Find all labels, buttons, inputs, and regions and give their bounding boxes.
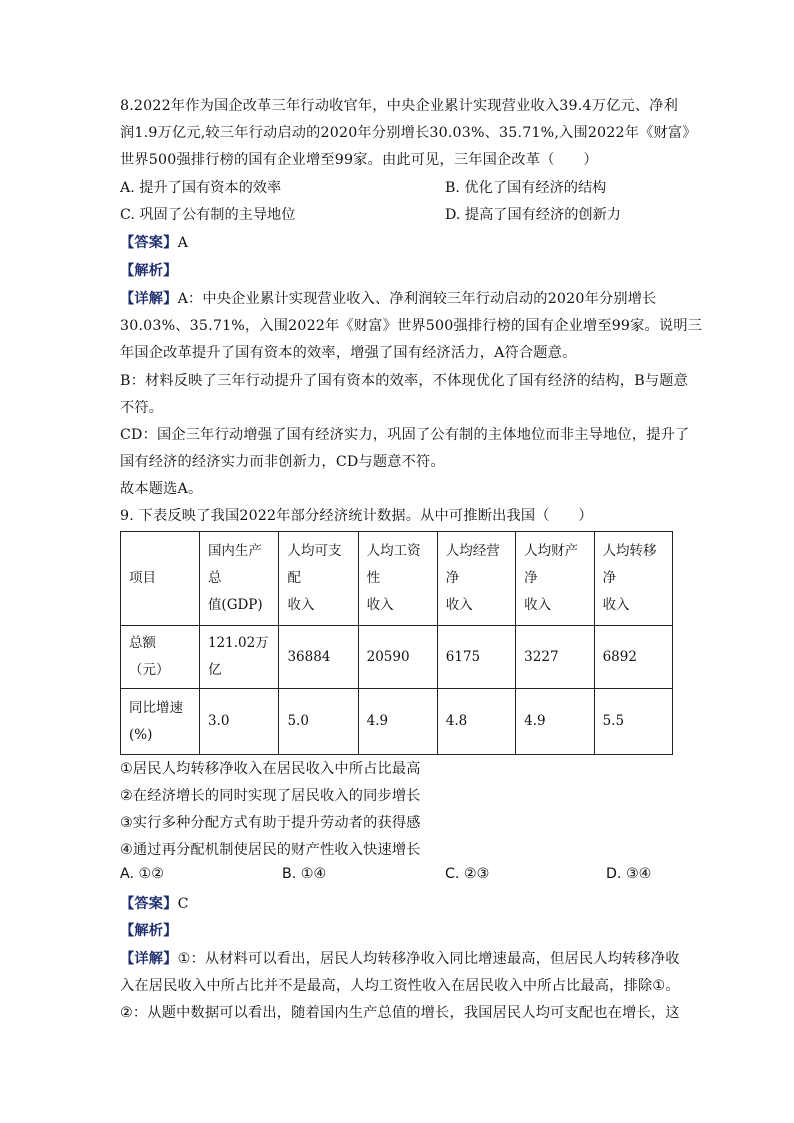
q8-detail-line-6: CD：国企三年行动增强了国有经济实力，巩固了公有制的主体地位而非主导地位，提升了 bbox=[120, 427, 690, 443]
table-cell: 6175 bbox=[437, 626, 515, 689]
header-cell-business-income: 人均经营 净 收入 bbox=[437, 532, 515, 626]
q9-statement-4: ④通过再分配机制使居民的财产性收入快速增长 bbox=[120, 842, 421, 858]
q8-option-b: B. 优化了国有经济的结构 bbox=[445, 180, 607, 196]
header-cell-item: 项目 bbox=[121, 532, 200, 626]
q8-detail-line-3: 年国企改革提升了国有资本的效率，增强了国有经济活力，A符合题意。 bbox=[120, 345, 577, 361]
table-header-row bbox=[121, 532, 673, 626]
q9-analysis-label: 【解析】 bbox=[120, 923, 178, 939]
q8-answer-value: A bbox=[177, 235, 189, 251]
q8-answer-label: 【答案】 bbox=[120, 235, 178, 251]
header-cell-transfer-income: 人均转移 净 收入 bbox=[594, 532, 672, 626]
q8-detail-line-7: 国有经济的经济实力而非创新力，CD与题意不符。 bbox=[120, 454, 445, 470]
q9-detail-text-1: ①：从材料可以看出，居民人均转移净收入同比增速最高，但居民人均转移净收 bbox=[177, 951, 680, 967]
table-cell: 4.9 bbox=[516, 689, 594, 755]
q8-detail-line-8: 故本题选A。 bbox=[120, 481, 203, 497]
q8-detail-label: 【详解】 bbox=[120, 291, 178, 307]
table-cell: 3227 bbox=[516, 626, 594, 689]
q8-analysis-heading bbox=[120, 260, 680, 280]
q8-option-a: A. 提升了国有资本的效率 bbox=[120, 180, 282, 196]
q8-stem-line-1: 8.2022年作为国企改革三年行动收官年，中央企业累计实现营业收入39.4万亿元、净利 bbox=[120, 98, 679, 114]
q9-option-a: A. ①② bbox=[120, 866, 164, 882]
q8-detail-line-1 bbox=[120, 288, 680, 308]
q9-detail-line-3: ②：从题中数据可以看出，随着国内生产总值的增长，我国居民人均可支配也在增长，这 bbox=[120, 1005, 680, 1021]
q9-statement-3: ③实行多种分配方式有助于提升劳动者的获得感 bbox=[120, 815, 421, 831]
table-cell: 20590 bbox=[358, 626, 437, 689]
table-row-total bbox=[121, 626, 673, 689]
q8-stem-line-3: 世界500强排行榜的国有企业增至99家。由此可见，三年国企改革（ ） bbox=[120, 152, 598, 168]
q8-option-c: C. 巩固了公有制的主导地位 bbox=[120, 207, 296, 223]
table-cell: 121.02万 亿 bbox=[199, 626, 279, 689]
row-label-total: 总额 （元） bbox=[121, 626, 200, 689]
q8-detail-text-1: A：中央企业累计实现营业收入、净利润较三年行动启动的2020年分别增长 bbox=[177, 291, 657, 307]
q8-detail-line-2: 30.03%、35.71%，入围2022年《财富》世界500强排行榜的国有企业增至99家。说明三 bbox=[120, 318, 703, 334]
table-row-growth bbox=[121, 689, 673, 755]
economic-stats-table bbox=[120, 531, 673, 755]
q9-detail-label: 【详解】 bbox=[120, 951, 178, 967]
header-cell-property-income: 人均财产 净 收入 bbox=[516, 532, 594, 626]
q9-statement-1: ①居民人均转移净收入在居民收入中所占比最高 bbox=[120, 761, 421, 777]
table-cell: 4.8 bbox=[437, 689, 515, 755]
q9-answer-value: C bbox=[177, 896, 189, 912]
table-cell: 3.0 bbox=[199, 689, 279, 755]
q9-option-c: C. ②③ bbox=[445, 866, 490, 882]
q8-detail-line-5: 不符。 bbox=[120, 400, 164, 416]
row-label-growth: 同比增速 (%) bbox=[121, 689, 200, 755]
table-cell: 5.5 bbox=[594, 689, 672, 755]
q9-option-d: D. ③④ bbox=[606, 866, 652, 882]
table-cell: 36884 bbox=[279, 626, 358, 689]
q8-analysis-label: 【解析】 bbox=[120, 263, 178, 279]
header-cell-gdp: 国内生产 总 值(GDP) bbox=[199, 532, 279, 626]
table-cell: 6892 bbox=[594, 626, 672, 689]
q8-stem-line-2: 润1.9万亿元,较三年行动启动的2020年分别增长30.03%、35.71%,入围2022年《财富》 bbox=[120, 125, 697, 141]
q8-answer bbox=[120, 232, 680, 252]
q9-detail-line-2: 入在居民收入中所占比并不是最高，人均工资性收入在居民收入中所占比最高，排除①。 bbox=[120, 978, 680, 994]
header-cell-wage-income: 人均工资 性 收入 bbox=[358, 532, 437, 626]
q9-answer bbox=[120, 893, 680, 913]
header-cell-disposable-income: 人均可支 配 收入 bbox=[279, 532, 358, 626]
q9-option-b: B. ①④ bbox=[282, 866, 327, 882]
q9-stem: 9. 下表反映了我国2022年部分经济统计数据。从中可推断出我国（ ） bbox=[120, 508, 593, 524]
q9-detail-line-1 bbox=[120, 948, 680, 968]
table-cell: 4.9 bbox=[358, 689, 437, 755]
q9-answer-label: 【答案】 bbox=[120, 896, 178, 912]
q9-analysis-heading bbox=[120, 920, 680, 940]
q8-option-d: D. 提高了国有经济的创新力 bbox=[445, 207, 621, 223]
table-cell: 5.0 bbox=[279, 689, 358, 755]
q9-statement-2: ②在经济增长的同时实现了居民收入的同步增长 bbox=[120, 788, 421, 804]
q8-detail-line-4: B：材料反映了三年行动提升了国有资本的效率，不体现优化了国有经济的结构，B与题意 bbox=[120, 373, 688, 389]
